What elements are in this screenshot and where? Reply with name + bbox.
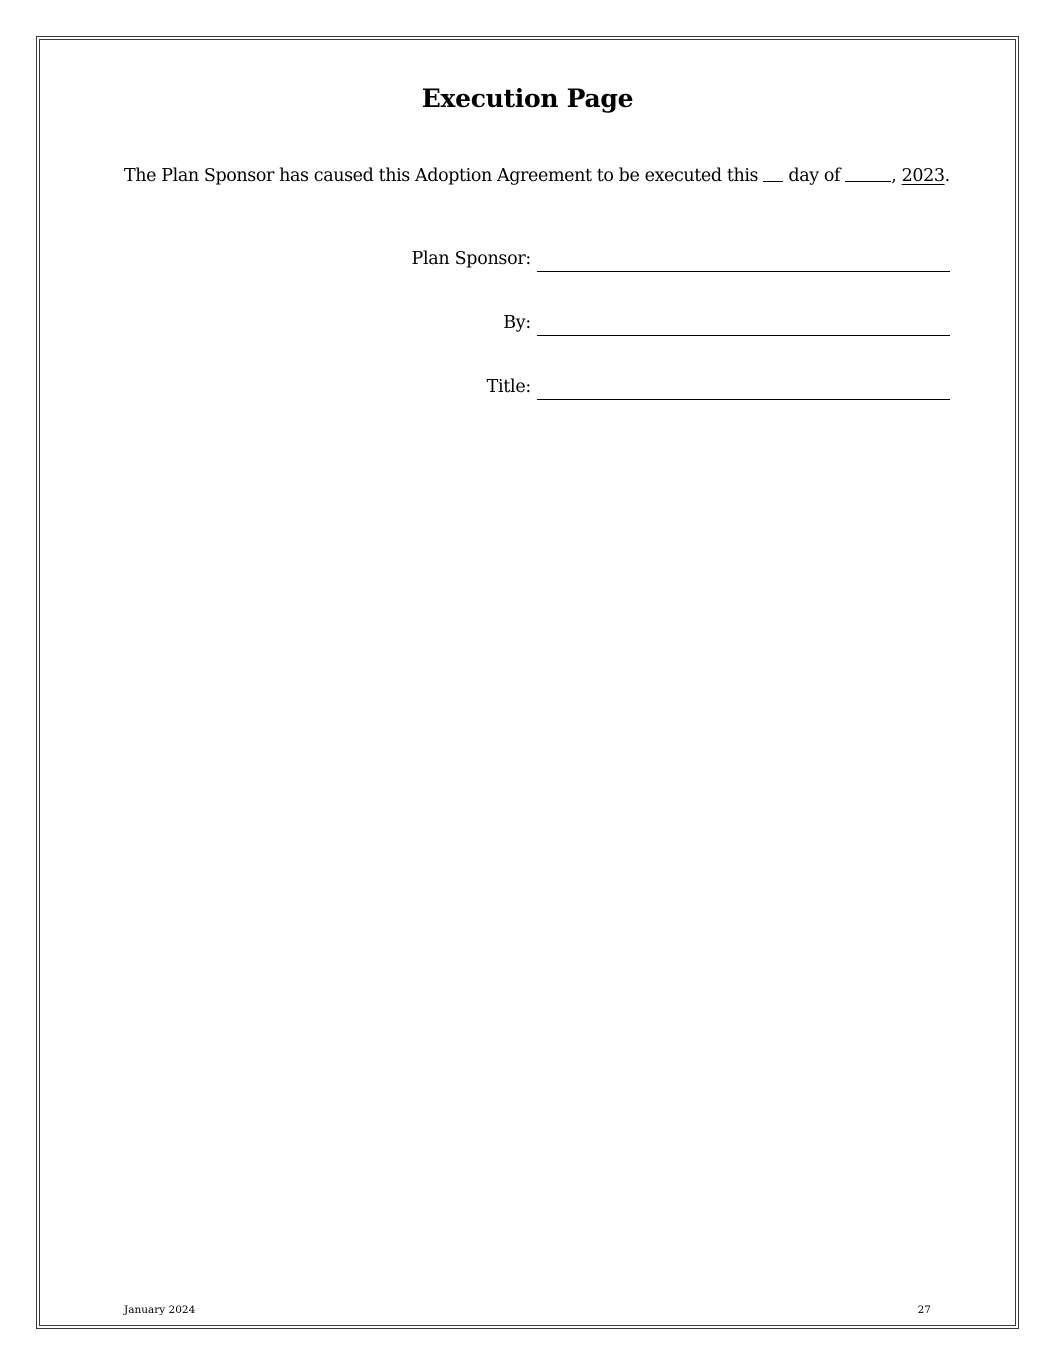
title-signature-line: [537, 399, 950, 400]
by-label: By:: [503, 313, 531, 333]
footer-date: January 2024: [124, 1304, 196, 1316]
footer-page-number: 27: [917, 1304, 931, 1316]
statement-period: .: [944, 166, 950, 186]
day-blank: [763, 180, 783, 182]
execution-statement: [124, 166, 950, 186]
page-title: Execution Page: [421, 84, 634, 113]
plan-sponsor-signature-line: [537, 271, 950, 272]
signature-row-plan-sponsor: [0, 249, 1055, 279]
month-blank: [845, 180, 891, 182]
page-border-inner: [39, 39, 1016, 1326]
year-value: 2023: [901, 166, 945, 186]
statement-text-start: The Plan Sponsor has caused this Adoption Agreement to be executed this: [124, 166, 764, 186]
signature-row-by: [0, 313, 1055, 343]
plan-sponsor-label: Plan Sponsor:: [411, 249, 531, 269]
statement-comma: ,: [891, 166, 902, 186]
signature-row-title: [0, 377, 1055, 407]
by-signature-line: [537, 335, 950, 336]
title-label: Title:: [486, 377, 531, 397]
statement-text-middle: day of: [783, 166, 846, 186]
